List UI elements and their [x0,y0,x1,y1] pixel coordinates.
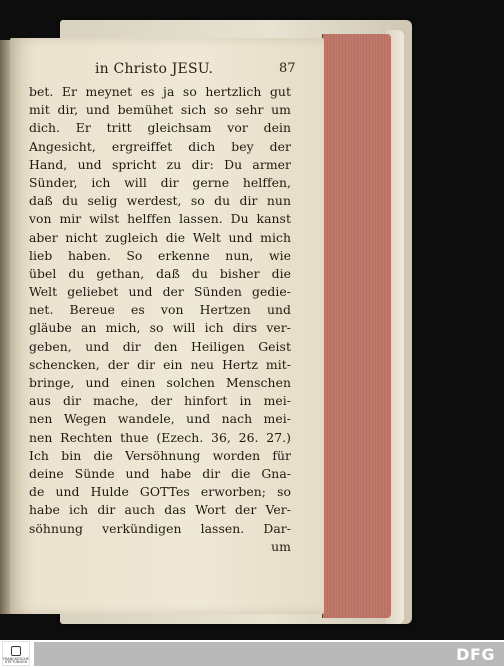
text-line: bringe, und einen solchen Menschen [29,375,291,390]
text-line: söhnung verkündigen lassen. Dar- [29,520,291,536]
text-line: mit dir, und bemühet sich so sehr um [29,102,291,118]
text-line: aus dir mache, der hinfort in mei- [29,393,291,409]
text-line: übel du gethan, daß du bisher die [29,265,291,281]
text-line: schencken, der dir ein neu Hertz mit- [29,356,291,372]
text-line: gläube an mich, so will ich dirs ver- [29,320,291,336]
text-line: de und Hulde GOTTes erworben; so [29,484,291,500]
text-line: Welt geliebet und der Sünden gedie- [29,284,291,300]
text-line: bet. Er meynet es ja so hertzlich gut [29,84,291,99]
text-line: nen Rechten thue (Ezech. 36, 26. 27.) [29,429,291,445]
text-line: daß du selig werdest, so du dir nun [29,193,291,209]
red-page-edges [322,34,391,618]
dfg-logo[interactable]: DFG [456,645,495,664]
text-line: lieb haben. So erkenne nun, wie [29,247,291,263]
text-line: aber nicht zugleich die Welt und mich [29,229,291,245]
running-head: in Christo JESU. [95,61,214,77]
text-line: dich. Er tritt gleichsam vor dein [29,120,291,136]
footer-bar [34,642,504,666]
logo-text: FRANCKESCHE STIFTUNGEN [3,656,29,665]
text-line: nen Wegen wandele, und nach mei- [29,411,291,427]
text-line: von mir wilst helffen lassen. Du kanst [29,211,291,227]
text-line: Ich bin die Versöhnung worden für [29,447,291,463]
text-line: habe ich dir auch das Wort der Ver- [29,502,291,518]
institution-logo[interactable] [2,641,30,666]
text-line: Sünder, ich will dir gerne helffen, [29,174,291,190]
viewer-footer [0,640,504,667]
text-line: geben, und dir den Heiligen Geist [29,338,291,354]
catchword: um [271,538,291,554]
body-text [29,83,291,556]
page-number: 87 [279,61,296,76]
text-line: Angesicht, ergreiffet dich bey der [29,138,291,154]
logo-icon [11,646,21,656]
text-line: Hand, und spricht zu dir: Du armer [29,156,291,172]
text-line: deine Sünde und habe dir die Gna- [29,465,291,481]
text-line: net. Bereue es von Hertzen und [29,302,291,318]
